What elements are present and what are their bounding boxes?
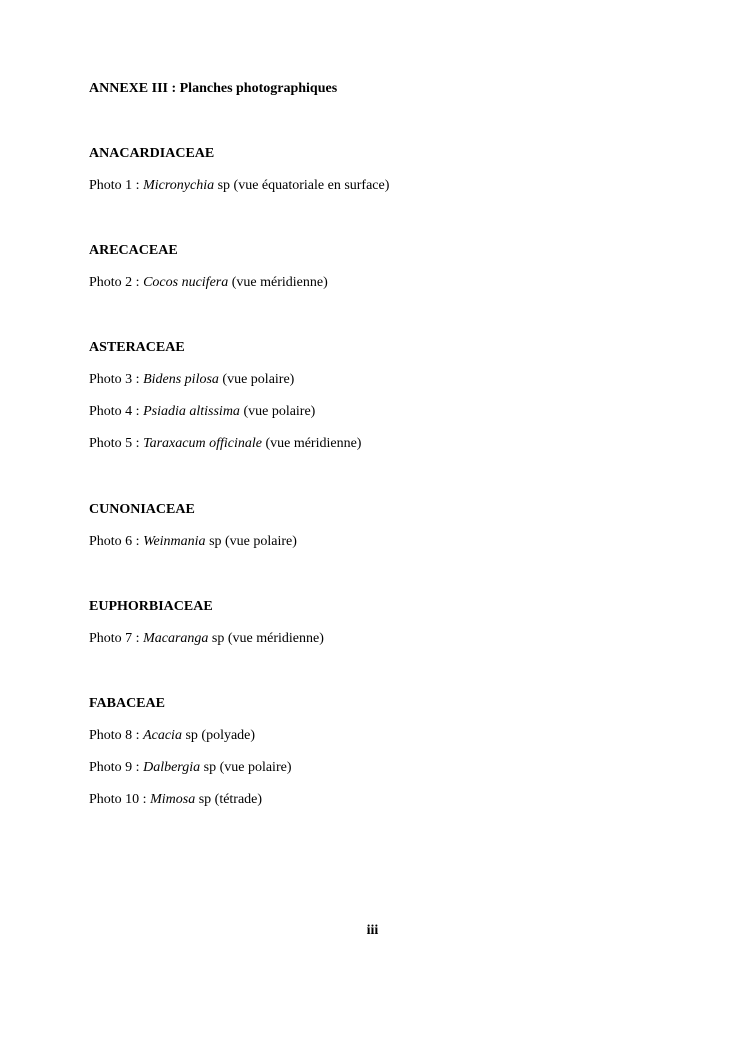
family-section-arecaceae: [89, 242, 689, 291]
family-heading: CUNONIACEAE: [89, 502, 195, 517]
photo-caption: Photo 7 : Macaranga sp (vue méridienne): [89, 631, 324, 646]
photo-caption: Photo 6 : Weinmania sp (vue polaire): [89, 534, 297, 549]
family-section-cunoniaceae: [89, 501, 689, 550]
family-section-fabaceae: [89, 695, 689, 808]
species-name: Macaranga: [143, 631, 209, 646]
photo-caption: Photo 9 : Dalbergia sp (vue polaire): [89, 760, 292, 775]
species-name: Weinmania: [143, 534, 206, 549]
species-name: Psiadia altissima: [143, 404, 240, 419]
photo-caption: Photo 3 : Bidens pilosa (vue polaire): [89, 372, 295, 387]
species-name: Micronychia: [143, 178, 215, 193]
species-name: Bidens pilosa: [143, 372, 219, 387]
photo-caption: Photo 10 : Mimosa sp (tétrade): [89, 792, 263, 807]
photo-caption: Photo 5 : Taraxacum officinale (vue méridienne): [89, 436, 362, 451]
species-name: Taraxacum officinale: [143, 436, 262, 451]
family-heading: EUPHORBIACEAE: [89, 599, 213, 614]
photo-caption: Photo 4 : Psiadia altissima (vue polaire): [89, 404, 316, 419]
family-heading: ANACARDIACEAE: [89, 146, 215, 161]
species-name: Acacia: [143, 728, 182, 743]
photo-caption: Photo 2 : Cocos nucifera (vue méridienne): [89, 275, 328, 290]
species-name: Cocos nucifera: [143, 275, 229, 290]
family-section-anacardiaceae: [89, 145, 689, 194]
species-name: Dalbergia: [143, 760, 201, 775]
family-heading: ASTERACEAE: [89, 340, 185, 355]
family-section-euphorbiaceae: [89, 598, 689, 647]
photo-caption: Photo 8 : Acacia sp (polyade): [89, 728, 256, 743]
family-section-asteraceae: [89, 339, 689, 452]
annex-title: ANNEXE III : Planches photographiques: [89, 81, 338, 96]
species-name: Mimosa: [150, 792, 196, 807]
page-number: iii: [366, 923, 379, 938]
family-heading: ARECACEAE: [89, 243, 178, 258]
family-heading: FABACEAE: [89, 696, 165, 711]
photo-caption: Photo 1 : Micronychia sp (vue équatoriale en surface): [89, 178, 390, 193]
